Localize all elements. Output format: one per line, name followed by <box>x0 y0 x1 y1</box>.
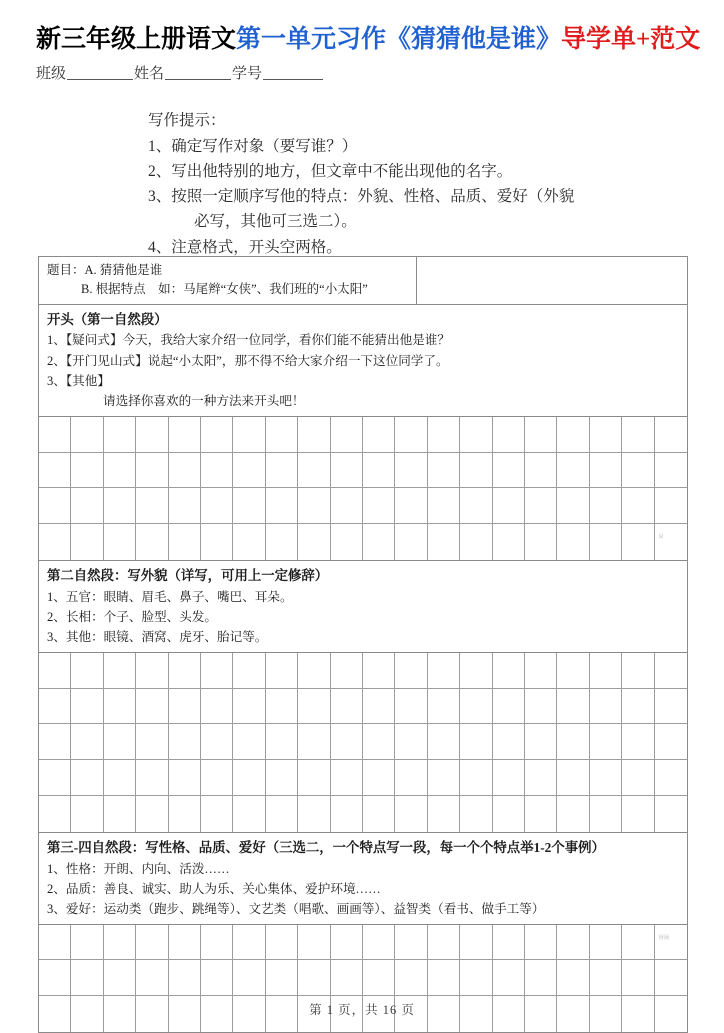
grid-cell[interactable] <box>460 796 492 832</box>
grid-cell[interactable] <box>201 488 233 524</box>
grid-cell[interactable] <box>331 689 363 725</box>
grid-cell[interactable] <box>233 653 265 689</box>
grid-cell[interactable] <box>266 453 298 489</box>
grid-cell[interactable] <box>460 653 492 689</box>
grid-cell[interactable] <box>395 653 427 689</box>
grid-cell[interactable] <box>395 453 427 489</box>
grid-cell[interactable] <box>136 653 168 689</box>
grid-cell[interactable] <box>590 796 622 832</box>
grid-cell[interactable] <box>71 689 103 725</box>
number-blank-field[interactable] <box>263 79 323 80</box>
grid-cell[interactable] <box>169 417 201 453</box>
grid-cell[interactable] <box>525 453 557 489</box>
grid-cell[interactable] <box>201 524 233 560</box>
grid-cell[interactable] <box>136 760 168 796</box>
grid-cell[interactable] <box>622 689 654 725</box>
grid-cell[interactable] <box>655 453 687 489</box>
grid-cell[interactable] <box>298 796 330 832</box>
grid-cell[interactable] <box>557 724 589 760</box>
grid-cell[interactable] <box>201 796 233 832</box>
grid-cell[interactable] <box>331 925 363 961</box>
grid-cell[interactable] <box>104 760 136 796</box>
grid-cell[interactable] <box>525 653 557 689</box>
grid-cell[interactable] <box>363 760 395 796</box>
grid-cell[interactable] <box>39 524 71 560</box>
grid-cell[interactable] <box>71 724 103 760</box>
tips-item-2: 2、写出他特别的地方，但文章中不能出现他的名字。 <box>148 163 513 181</box>
grid-cell[interactable] <box>622 960 654 996</box>
grid-cell[interactable] <box>460 960 492 996</box>
grid-cell[interactable] <box>493 453 525 489</box>
grid-cell[interactable] <box>557 760 589 796</box>
grid-cell[interactable] <box>298 724 330 760</box>
grid-cell[interactable] <box>331 524 363 560</box>
grid-cell[interactable] <box>655 417 687 453</box>
section3-line-1: 1、性格：开朗、内向、活泼…… <box>47 861 230 876</box>
grid-cell[interactable] <box>395 960 427 996</box>
grid-cell[interactable] <box>363 689 395 725</box>
grid-cell[interactable] <box>39 960 71 996</box>
grid-cell[interactable] <box>104 689 136 725</box>
grid-cell[interactable] <box>525 488 557 524</box>
grid-cell[interactable] <box>525 689 557 725</box>
student-identity-row <box>36 62 324 83</box>
grid-cell[interactable] <box>201 760 233 796</box>
name-blank-field[interactable] <box>165 79 231 80</box>
grid-cell[interactable] <box>104 653 136 689</box>
grid-cell[interactable] <box>39 925 71 961</box>
grid-cell[interactable] <box>233 524 265 560</box>
grid-cell[interactable] <box>363 488 395 524</box>
grid-cell[interactable] <box>460 488 492 524</box>
grid-cell[interactable] <box>71 796 103 832</box>
grid-cell[interactable] <box>201 689 233 725</box>
class-blank-field[interactable] <box>67 79 133 80</box>
grid-cell[interactable] <box>655 796 687 832</box>
topic-row <box>39 257 687 305</box>
grid-cell[interactable] <box>525 524 557 560</box>
grid-cell[interactable] <box>460 724 492 760</box>
grid-cell[interactable] <box>590 689 622 725</box>
grid-cell[interactable] <box>428 524 460 560</box>
grid-cell[interactable] <box>363 417 395 453</box>
grid-cell[interactable] <box>233 689 265 725</box>
grid-cell[interactable] <box>266 925 298 961</box>
grid-cell[interactable] <box>428 760 460 796</box>
grid-cell[interactable] <box>233 724 265 760</box>
grid-cell[interactable] <box>493 724 525 760</box>
grid-cell[interactable] <box>39 724 71 760</box>
section2-heading: 第二自然段：写外貌（详写，可用上一定修辞） <box>47 567 329 583</box>
grid-cell[interactable] <box>71 960 103 996</box>
grid-cell[interactable] <box>460 417 492 453</box>
grid-cell[interactable] <box>39 653 71 689</box>
grid-cell[interactable] <box>363 796 395 832</box>
writing-tips <box>148 108 648 260</box>
grid-cell[interactable] <box>525 925 557 961</box>
grid-cell[interactable] <box>590 453 622 489</box>
grid-cell[interactable] <box>557 925 589 961</box>
grid-cell[interactable] <box>169 925 201 961</box>
topic-option-a: 题目：A. 猜猜他是谁 <box>47 263 163 277</box>
grid-cell[interactable] <box>395 417 427 453</box>
grid-cell[interactable] <box>590 960 622 996</box>
grid-cell[interactable] <box>298 760 330 796</box>
grid-cell[interactable] <box>525 724 557 760</box>
section2-line-3: 3、其他：眼镜、酒窝、虎牙、胎记等。 <box>47 630 268 645</box>
grid-cell[interactable] <box>655 960 687 996</box>
grid-cell[interactable] <box>590 488 622 524</box>
tips-heading: 写作提示： <box>148 112 226 129</box>
grid-cell[interactable] <box>233 453 265 489</box>
grid-cell[interactable] <box>655 689 687 725</box>
grid-cell[interactable] <box>71 653 103 689</box>
section1-closing: 请选择你喜欢的一种方法来开头吧！ <box>103 394 305 409</box>
grid-cell[interactable] <box>39 689 71 725</box>
grid-cell[interactable] <box>428 724 460 760</box>
grid-cell[interactable] <box>233 488 265 524</box>
grid-cell[interactable] <box>363 453 395 489</box>
grid-cell[interactable] <box>331 417 363 453</box>
grid-cell[interactable] <box>39 760 71 796</box>
title-segment-blue: 第一单元习作《猜猜他是谁》 <box>236 26 562 53</box>
grid-cell[interactable] <box>655 653 687 689</box>
grid-cell[interactable] <box>622 653 654 689</box>
section1-line-2: 2、【开门见山式】说起“小太阳”，那不得不给大家介绍一下这位同学了。 <box>47 353 449 368</box>
grid-cell[interactable] <box>136 796 168 832</box>
grid-cell[interactable] <box>590 653 622 689</box>
grid-cell[interactable] <box>331 960 363 996</box>
grid-cell[interactable] <box>622 488 654 524</box>
grid-cell[interactable] <box>104 960 136 996</box>
grid-cell[interactable] <box>655 925 687 961</box>
grid-cell[interactable] <box>622 760 654 796</box>
grid-cell[interactable] <box>39 453 71 489</box>
grid-cell[interactable] <box>201 925 233 961</box>
page-footer: 第 1 页，共 16 页 <box>309 1003 415 1017</box>
section2-line-2: 2、长相：个子、脸型、头发。 <box>47 610 218 625</box>
grid-cell[interactable] <box>557 689 589 725</box>
grid-cell[interactable] <box>460 689 492 725</box>
grid-cell[interactable] <box>266 488 298 524</box>
grid-cell[interactable] <box>201 724 233 760</box>
section3-line-3: 3、爱好：运动类（跑步、跳绳等）、文艺类（唱歌、画画等）、益智类（看书、做手工等） <box>47 902 545 917</box>
title-segment-red: 导学单+范文 <box>561 26 701 53</box>
grid-cell[interactable] <box>136 488 168 524</box>
grid-cell[interactable] <box>622 724 654 760</box>
grid-cell[interactable] <box>169 488 201 524</box>
grid-cell[interactable] <box>428 925 460 961</box>
grid-cell[interactable] <box>71 488 103 524</box>
grid-cell[interactable] <box>266 796 298 832</box>
grid-cell[interactable] <box>298 488 330 524</box>
grid-cell[interactable] <box>460 760 492 796</box>
grid-cell[interactable] <box>493 760 525 796</box>
grid-cell[interactable] <box>169 453 201 489</box>
grid-cell[interactable] <box>557 488 589 524</box>
section2-line-1: 1、五官：眼睛、眉毛、鼻子、嘴巴、耳朵。 <box>47 589 293 604</box>
section1-prompt <box>39 305 687 417</box>
grid-cell[interactable] <box>493 960 525 996</box>
topic-cell <box>39 257 417 304</box>
grid-cell[interactable] <box>395 760 427 796</box>
grid-cell[interactable] <box>590 925 622 961</box>
grid-cell[interactable] <box>428 488 460 524</box>
name-label: 姓名 <box>134 66 165 82</box>
grid-cell[interactable] <box>460 524 492 560</box>
grid-cell[interactable] <box>460 453 492 489</box>
tips-item-3-continued: 必写，其他可三选二）。 <box>194 213 357 231</box>
grid-cell[interactable] <box>136 453 168 489</box>
grid-cell[interactable] <box>557 453 589 489</box>
grid-cell[interactable] <box>557 417 589 453</box>
grid-cell[interactable] <box>104 796 136 832</box>
grid-cell[interactable] <box>493 653 525 689</box>
grid-cell[interactable] <box>363 653 395 689</box>
grid-cell[interactable] <box>136 417 168 453</box>
grid-cell[interactable] <box>39 488 71 524</box>
grid-cell[interactable] <box>331 653 363 689</box>
grid-cell[interactable] <box>525 760 557 796</box>
grid-cell[interactable] <box>331 760 363 796</box>
grid-cell[interactable] <box>266 760 298 796</box>
grid-cell[interactable] <box>493 689 525 725</box>
grid-cell[interactable] <box>395 488 427 524</box>
grid-cell[interactable] <box>493 925 525 961</box>
grid-cell[interactable] <box>39 796 71 832</box>
grid-cell[interactable] <box>363 960 395 996</box>
grid-cell[interactable] <box>169 760 201 796</box>
grid-cell[interactable] <box>104 488 136 524</box>
grid-cell[interactable] <box>39 417 71 453</box>
section1-line-3: 3、【其他】 <box>47 373 110 388</box>
grid-cell[interactable] <box>557 653 589 689</box>
grid-cell[interactable] <box>298 417 330 453</box>
grid-cell[interactable] <box>266 653 298 689</box>
grid-cell[interactable] <box>590 524 622 560</box>
grid-cell[interactable] <box>104 417 136 453</box>
grid-cell[interactable] <box>460 925 492 961</box>
grid-cell[interactable] <box>395 689 427 725</box>
grid-cell[interactable] <box>655 760 687 796</box>
grid-cell[interactable] <box>266 960 298 996</box>
grid-cell[interactable] <box>233 417 265 453</box>
tips-item-3: 3、按照一定顺序写他的特点：外貌、性格、品质、爱好（外貌 <box>148 188 575 206</box>
grid-cell[interactable] <box>233 796 265 832</box>
grid-cell[interactable] <box>169 960 201 996</box>
grid-cell[interactable] <box>493 417 525 453</box>
section3-prompt <box>39 833 687 925</box>
grid-cell[interactable] <box>525 960 557 996</box>
grid-cell[interactable] <box>136 524 168 560</box>
grid-cell[interactable] <box>331 453 363 489</box>
grid-cell[interactable] <box>590 760 622 796</box>
grid-cell[interactable] <box>104 453 136 489</box>
grid-cell[interactable] <box>557 796 589 832</box>
grid-cell[interactable] <box>622 453 654 489</box>
grid-cell[interactable] <box>136 724 168 760</box>
grid-cell[interactable] <box>493 796 525 832</box>
section1-line-1: 1、【疑问式】今天，我给大家介绍一位同学，看你们能不能猜出他是谁？ <box>47 333 450 348</box>
grid-cell[interactable] <box>298 689 330 725</box>
grid-cell[interactable] <box>655 488 687 524</box>
topic-answer-cell[interactable] <box>417 257 687 304</box>
topic-option-b: B. 根据特点 如：马尾辫“女侠”、我们班的“小太阳” <box>81 281 368 296</box>
grid-cell[interactable] <box>169 689 201 725</box>
grid-cell[interactable] <box>493 524 525 560</box>
grid-cell[interactable] <box>590 724 622 760</box>
class-label: 班级 <box>36 66 67 82</box>
grid-cell[interactable] <box>136 925 168 961</box>
section1-writing-grid[interactable] <box>39 417 687 561</box>
grid-cell[interactable] <box>104 524 136 560</box>
faint-mark: 囫圇 <box>658 935 670 941</box>
grid-cell[interactable] <box>169 653 201 689</box>
grid-cell[interactable] <box>266 724 298 760</box>
grid-cell[interactable] <box>71 524 103 560</box>
grid-cell[interactable] <box>233 760 265 796</box>
page-title <box>36 24 701 55</box>
grid-cell[interactable] <box>395 524 427 560</box>
section3-line-2: 2、品质：善良、诚实、助人为乐、关心集体、爱护环境…… <box>47 881 381 896</box>
tips-item-4: 4、注意格式，开头空两格。 <box>148 238 342 256</box>
grid-cell[interactable] <box>298 453 330 489</box>
grid-cell[interactable] <box>266 417 298 453</box>
grid-cell[interactable] <box>525 417 557 453</box>
grid-cell[interactable] <box>557 524 589 560</box>
grid-cell[interactable] <box>622 417 654 453</box>
grid-cell[interactable] <box>169 796 201 832</box>
grid-cell[interactable] <box>525 796 557 832</box>
grid-cell[interactable] <box>71 417 103 453</box>
grid-cell[interactable] <box>363 925 395 961</box>
grid-cell[interactable] <box>363 724 395 760</box>
grid-cell[interactable] <box>428 417 460 453</box>
grid-cell[interactable] <box>493 488 525 524</box>
grid-cell[interactable] <box>71 925 103 961</box>
grid-cell[interactable] <box>331 796 363 832</box>
grid-cell[interactable] <box>395 925 427 961</box>
grid-cell[interactable] <box>622 796 654 832</box>
tips-item-1: 1、确定写作对象（要写谁？） <box>148 138 358 156</box>
grid-cell[interactable] <box>298 960 330 996</box>
grid-cell[interactable] <box>428 796 460 832</box>
grid-cell[interactable] <box>201 417 233 453</box>
grid-cell[interactable] <box>331 724 363 760</box>
grid-cell[interactable] <box>655 524 687 560</box>
grid-cell[interactable] <box>428 453 460 489</box>
grid-cell[interactable] <box>201 960 233 996</box>
grid-cell[interactable] <box>136 689 168 725</box>
grid-cell[interactable] <box>266 524 298 560</box>
grid-cell[interactable] <box>169 524 201 560</box>
grid-cell[interactable] <box>201 653 233 689</box>
grid-cell[interactable] <box>233 925 265 961</box>
grid-cell[interactable] <box>622 925 654 961</box>
grid-cell[interactable] <box>104 925 136 961</box>
grid-cell[interactable] <box>395 724 427 760</box>
grid-cell[interactable] <box>169 724 201 760</box>
worksheet-table <box>38 256 688 1033</box>
grid-cell[interactable] <box>622 524 654 560</box>
grid-cell[interactable] <box>331 488 363 524</box>
faint-mark: 囧 <box>658 535 664 541</box>
grid-cell[interactable] <box>104 724 136 760</box>
section1-heading: 开头（第一自然段） <box>47 311 168 327</box>
grid-cell[interactable] <box>655 724 687 760</box>
grid-cell[interactable] <box>233 960 265 996</box>
number-label: 学号 <box>232 66 263 82</box>
grid-cell[interactable] <box>395 796 427 832</box>
grid-cell[interactable] <box>298 925 330 961</box>
grid-cell[interactable] <box>136 960 168 996</box>
grid-cell[interactable] <box>71 453 103 489</box>
grid-cell[interactable] <box>428 960 460 996</box>
section3-heading: 第三-四自然段：写性格、品质、爱好（三选二，一个特点写一段，每一个个特点举1-2个事例） <box>47 839 605 855</box>
grid-cell[interactable] <box>298 524 330 560</box>
grid-cell[interactable] <box>428 653 460 689</box>
grid-cell[interactable] <box>298 653 330 689</box>
grid-cell[interactable] <box>557 960 589 996</box>
grid-cell[interactable] <box>71 760 103 796</box>
grid-cell[interactable] <box>266 689 298 725</box>
section2-prompt <box>39 561 687 653</box>
grid-cell[interactable] <box>363 524 395 560</box>
title-segment-black: 新三年级上册语文 <box>36 26 237 53</box>
section2-writing-grid[interactable] <box>39 653 687 833</box>
grid-cell[interactable] <box>201 453 233 489</box>
grid-cell[interactable] <box>428 689 460 725</box>
grid-cell[interactable] <box>590 417 622 453</box>
